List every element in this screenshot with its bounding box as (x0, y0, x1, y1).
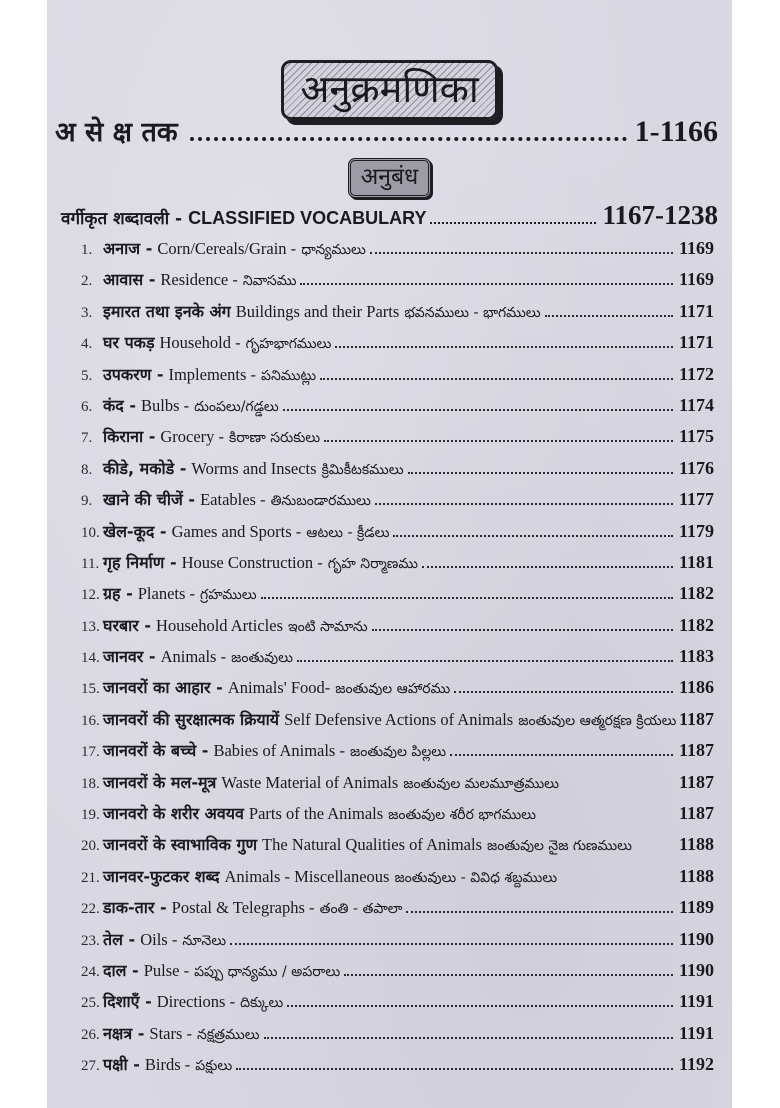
entry-number: 27. (81, 1058, 100, 1075)
entry-hindi: जानवर - (103, 647, 156, 667)
section-pages: 1167-1238 (602, 200, 718, 230)
title-area (47, 60, 732, 120)
toc-entry (81, 237, 714, 268)
entry-telugu: గృహ నిర్మాణము (327, 555, 419, 572)
entry-page-number: 1190 (678, 959, 714, 980)
entry-english: Animals - (160, 647, 227, 667)
toc-entry (81, 331, 714, 362)
entry-hindi: जानवरों के बच्चे - (103, 741, 209, 761)
entry-hindi: पक्षी - (103, 1055, 140, 1075)
entry-english: Bulbs - (141, 395, 190, 415)
leader-dots (283, 409, 673, 411)
entry-number: 24. (81, 963, 100, 980)
toc-entry (81, 990, 714, 1021)
entry-number: 19. (81, 807, 100, 824)
leader-dots (393, 535, 673, 537)
leader-dots (230, 943, 673, 945)
entry-hindi: घरबार - (103, 615, 152, 635)
entry-english: Corn/Cereals/Grain - (157, 239, 297, 258)
entry-telugu: జంతువులు (231, 650, 293, 667)
toc-entry (81, 300, 714, 331)
entry-number: 16. (81, 712, 100, 729)
entry-telugu: నివాసము (242, 273, 297, 290)
entry-telugu: నూనెలు (182, 932, 227, 949)
entry-hindi: तेल - (103, 929, 136, 949)
entry-telugu: జంతువుల మలమూత్రములు (403, 775, 559, 792)
toc-entry (81, 520, 714, 551)
toc-entry (81, 896, 714, 927)
leader-dots (320, 378, 673, 380)
toc-entry (81, 739, 714, 770)
toc-entry (81, 959, 714, 990)
entry-hindi: डाक-तार - (103, 898, 167, 918)
entry-telugu: కిరాణా సరుకులు (229, 430, 321, 447)
entry-telugu: గ్రహములు (200, 587, 257, 604)
appendix-heading-box (348, 158, 432, 198)
leader-dots (236, 1068, 673, 1070)
entry-english: Animals - Miscellaneous (224, 866, 390, 886)
entry-english: Animals' Food- (227, 678, 331, 698)
entry-telugu: జంతువుల నైజ గుణములు (487, 838, 632, 855)
entry-number: 4. (81, 336, 93, 353)
entry-page-number: 1182 (678, 583, 714, 604)
entry-telugu: జంతువుల పిల్లలు (349, 744, 447, 761)
entry-hindi: खेल-कूद - (103, 521, 167, 541)
entry-page-number: 1186 (678, 677, 714, 698)
toc-entry (81, 394, 714, 425)
entry-english: Implements - (168, 364, 256, 384)
section-hindi: वर्गीकृत शब्दावली - (61, 209, 183, 229)
entry-telugu: దిక్కులు (240, 995, 284, 1012)
entry-telugu: జంతువులు - వివిధ శబ్దములు (394, 869, 558, 886)
entry-telugu: క్రిమికీటకములు (321, 461, 404, 478)
entry-telugu: తంతి - తపాలా (319, 901, 403, 918)
entry-hindi: जानवरों की सुरक्षात्मक क्रियायें (103, 709, 280, 729)
entry-english: Eatables - (200, 490, 266, 510)
entry-hindi: दाल - (103, 960, 139, 980)
leader-dots (545, 315, 673, 317)
entry-page-number: 1174 (678, 394, 714, 415)
entry-hindi: उपकरण - (103, 364, 164, 384)
page-title-box (281, 60, 497, 120)
entry-english: Oils - (140, 929, 178, 949)
leader-dots (422, 566, 673, 568)
entry-hindi: गृह निर्माण - (103, 552, 177, 572)
entry-english: Household - (159, 333, 241, 353)
entry-number: 7. (81, 430, 93, 447)
entry-english: Parts of the Animals (248, 804, 384, 824)
entry-number: 1. (81, 242, 93, 258)
entry-hindi: जानवर-फुटकर शब्द (103, 866, 220, 886)
leader-dots (264, 1037, 673, 1039)
entry-page-number: 1188 (678, 834, 714, 855)
leader-dots (190, 137, 627, 141)
page-title: अनुक्रमणिका (300, 67, 479, 111)
toc-entry (81, 614, 714, 645)
entry-hindi: नक्षत्र - (103, 1023, 145, 1043)
toc-entry (81, 771, 714, 802)
toc-entry (81, 676, 714, 707)
entry-number: 25. (81, 995, 100, 1012)
entry-english: Grocery - (160, 427, 225, 447)
toc-entry (81, 425, 714, 456)
entry-hindi: जानवरों के मल-मूत्र (103, 772, 217, 792)
entry-page-number: 1190 (678, 928, 714, 949)
entry-telugu: ఆటలు - క్రీడలు (306, 524, 390, 541)
section-english: CLASSIFIED VOCABULARY (188, 208, 427, 228)
entry-number: 11. (81, 555, 100, 572)
entry-english: Games and Sports - (171, 521, 302, 541)
entry-page-number: 1171 (678, 300, 714, 321)
leader-dots (372, 629, 673, 631)
entry-page-number: 1169 (678, 238, 714, 258)
entry-page-number: 1187 (678, 708, 714, 729)
toc-entry (81, 645, 714, 676)
entry-hindi: ग्रह - (103, 584, 133, 604)
entry-page-number: 1175 (678, 426, 714, 447)
leader-dots (297, 660, 673, 662)
leader-dots (344, 974, 673, 976)
entry-number: 2. (81, 273, 93, 290)
leader-dots (408, 472, 673, 474)
appendix-area (47, 158, 732, 198)
entry-number: 17. (81, 744, 100, 761)
entry-telugu: పక్షులు (195, 1058, 233, 1075)
entry-english: Self Defensive Actions of Animals (284, 709, 514, 729)
toc-entry (81, 833, 714, 864)
leader-dots (375, 503, 673, 505)
entry-telugu: ఇంటి సామాను (288, 618, 368, 635)
entry-telugu: భవనములు - భాగములు (404, 304, 541, 321)
entry-hindi: खाने की चीजें - (103, 490, 196, 510)
entry-number: 20. (81, 838, 100, 855)
entry-page-number: 1169 (678, 269, 714, 290)
entry-page-number: 1191 (678, 1022, 714, 1043)
entry-telugu: దుంపలు/గడ్డలు (194, 398, 279, 415)
entry-page-number: 1187 (678, 771, 714, 792)
entry-telugu: జంతువుల ఆత్మరక్షణ క్రియలు (518, 712, 677, 729)
toc-entry (81, 1022, 714, 1053)
entry-hindi: जानवरो के शरीर अवयव (103, 804, 244, 824)
entry-hindi: आवास - (103, 270, 156, 290)
entry-english: Household Articles (156, 615, 283, 635)
entry-number: 8. (81, 461, 93, 478)
entry-page-number: 1183 (678, 646, 714, 667)
toc-entry (81, 363, 714, 394)
entry-hindi: अनाज - (103, 239, 153, 258)
entry-number: 26. (81, 1026, 100, 1043)
entry-telugu: గృహభాగములు (245, 336, 332, 353)
entry-page-number: 1187 (678, 803, 714, 824)
entry-hindi: कीडे, मकोडे - (103, 458, 187, 478)
entry-page-number: 1179 (678, 520, 714, 541)
entry-english: The Natural Qualities of Animals (262, 835, 482, 855)
toc-entry (81, 802, 714, 833)
entry-page-number: 1192 (678, 1054, 714, 1075)
entry-number: 3. (81, 304, 93, 321)
entry-telugu: జంతువుల శరీర భాగములు (388, 807, 536, 824)
toc-entry (81, 457, 714, 488)
entry-number: 23. (81, 932, 100, 949)
entry-hindi: जानवरों के स्वाभाविक गुण (103, 835, 258, 855)
entry-english: Planets - (137, 584, 196, 604)
entry-english: Pulse - (143, 960, 190, 980)
leader-dots (406, 911, 673, 913)
entry-number: 21. (81, 869, 100, 886)
main-index-entry (55, 112, 718, 149)
entry-english: Stars - (149, 1023, 193, 1043)
toc-list (81, 237, 714, 1085)
leader-dots (261, 597, 673, 599)
leader-dots (430, 222, 596, 224)
scanned-page (47, 0, 732, 1108)
section-heading (61, 200, 718, 231)
entry-number: 22. (81, 901, 100, 918)
entry-page-number: 1182 (678, 614, 714, 635)
toc-entry (81, 488, 714, 519)
entry-english: Birds - (144, 1055, 191, 1075)
leader-dots (370, 252, 673, 254)
entry-telugu: పప్పు ధాన్యము / అపరాలు (194, 963, 341, 980)
toc-entry (81, 268, 714, 299)
toc-entry (81, 582, 714, 613)
entry-english: Babies of Animals - (213, 741, 345, 761)
entry-hindi: किराना - (103, 427, 156, 447)
entry-english: Worms and Insects (191, 458, 317, 478)
entry-number: 18. (81, 775, 100, 792)
leader-dots (324, 440, 673, 442)
leader-dots (454, 691, 673, 693)
entry-page-number: 1188 (678, 865, 714, 886)
entry-english: Waste Material of Animals (221, 772, 399, 792)
main-entry-pages: 1-1166 (634, 115, 718, 148)
leader-dots (450, 754, 673, 756)
entry-telugu: జంతువుల ఆహారము (335, 681, 451, 698)
entry-telugu: నక్షత్రములు (197, 1026, 260, 1043)
entry-number: 10. (81, 524, 100, 541)
entry-page-number: 1176 (678, 457, 714, 478)
entry-number: 5. (81, 367, 93, 384)
toc-entry (81, 551, 714, 582)
toc-entry (81, 865, 714, 896)
leader-dots (287, 1005, 673, 1007)
main-entry-label: अ से क्ष तक (55, 117, 178, 148)
entry-telugu: ధాన్యములు (301, 242, 366, 258)
entry-page-number: 1191 (678, 991, 714, 1012)
entry-telugu: పనిముట్లు (261, 367, 317, 384)
entry-page-number: 1177 (678, 489, 714, 510)
entry-hindi: जानवरों का आहार - (103, 678, 223, 698)
leader-dots (335, 346, 673, 348)
entry-hindi: इमारत तथा इनके अंग (103, 301, 231, 321)
entry-number: 13. (81, 618, 100, 635)
entry-hindi: दिशाएँ - (103, 992, 152, 1012)
entry-telugu: తినుబండారములు (270, 493, 371, 510)
entry-number: 14. (81, 650, 100, 667)
entry-number: 12. (81, 587, 100, 604)
entry-english: Postal & Telegraphs - (171, 898, 315, 918)
entry-page-number: 1171 (678, 332, 714, 353)
entry-hindi: कंद - (103, 395, 136, 415)
toc-entry (81, 708, 714, 739)
entry-page-number: 1172 (678, 363, 714, 384)
entry-number: 6. (81, 398, 93, 415)
toc-entry (81, 928, 714, 959)
entry-number: 9. (81, 493, 93, 510)
entry-english: Residence - (160, 270, 238, 290)
toc-entry (81, 1053, 714, 1084)
entry-hindi: घर पकड़ (103, 333, 155, 353)
entry-page-number: 1181 (678, 551, 714, 572)
entry-number: 15. (81, 681, 100, 698)
entry-english: Directions - (156, 992, 236, 1012)
entry-page-number: 1189 (678, 897, 714, 918)
leader-dots (300, 283, 673, 285)
entry-english: Buildings and their Parts (235, 301, 400, 321)
entry-english: House Construction - (181, 552, 323, 572)
appendix-heading: अनुबंध (360, 164, 419, 190)
entry-page-number: 1187 (678, 740, 714, 761)
